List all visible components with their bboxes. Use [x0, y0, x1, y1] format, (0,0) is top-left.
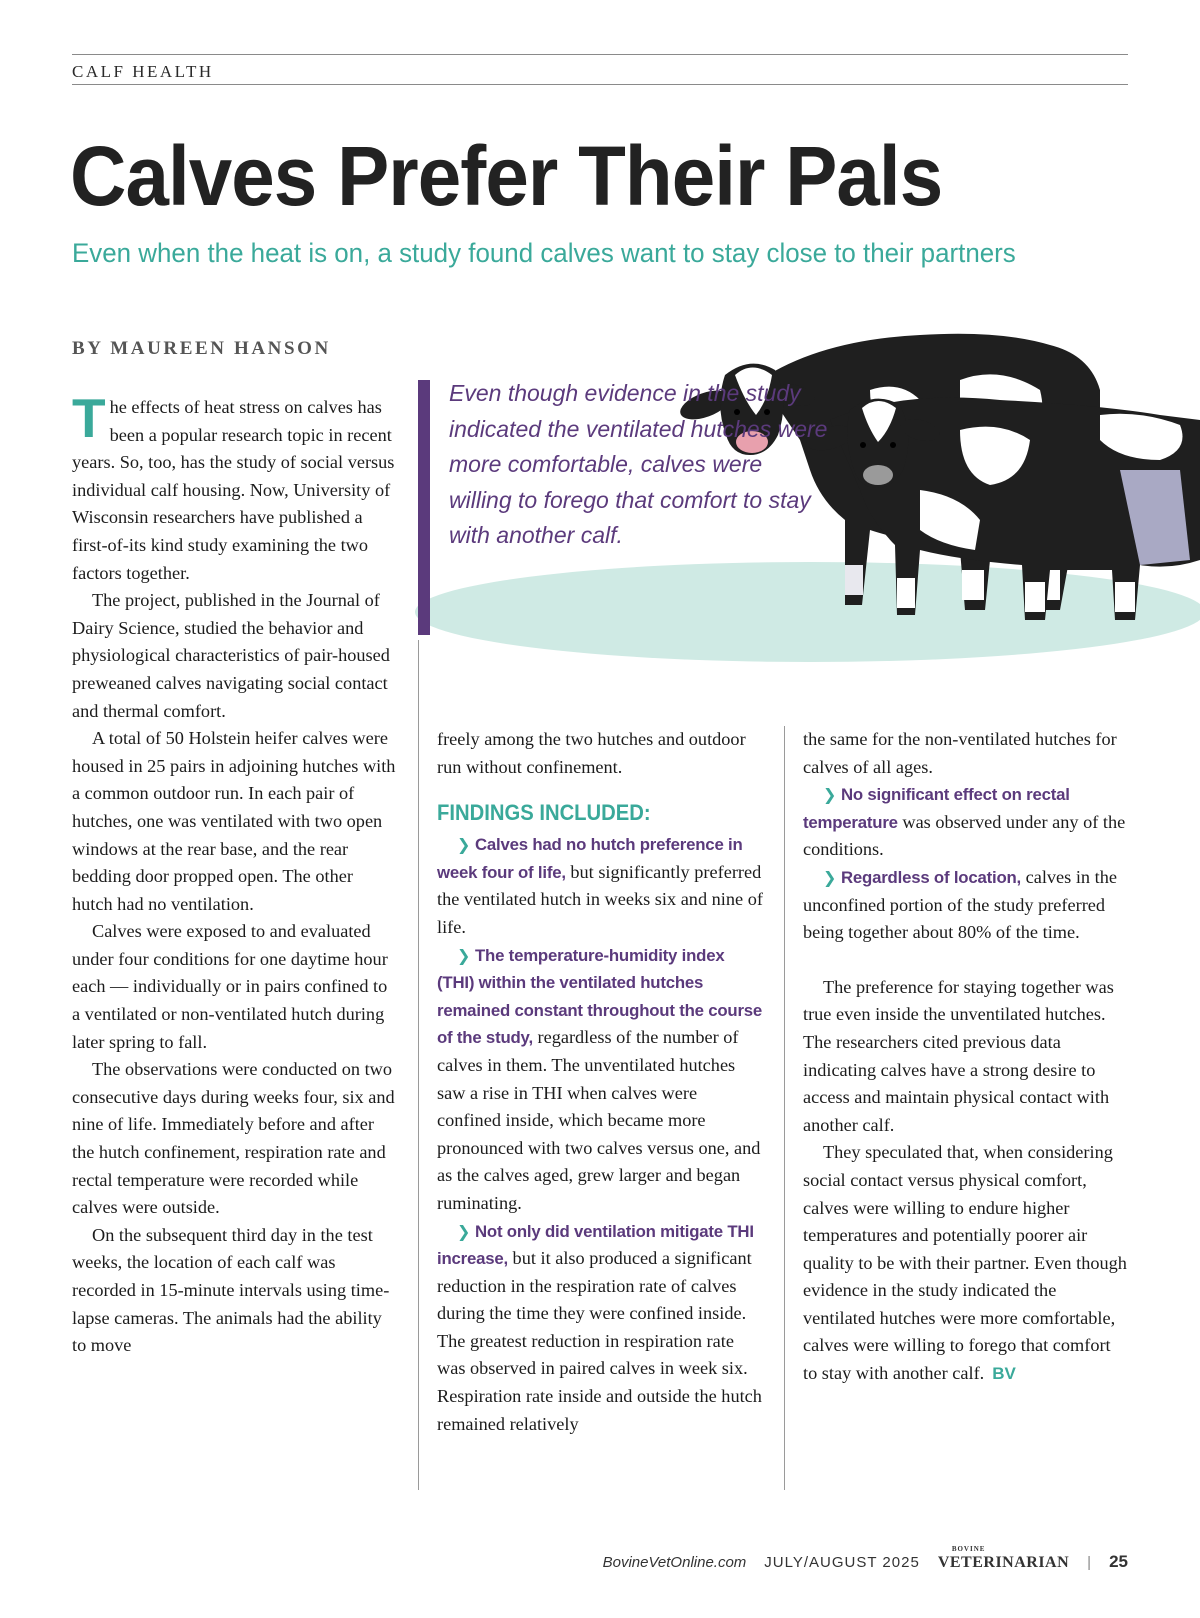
paragraph: freely among the two hutches and outdoor run without confinement. — [437, 729, 746, 777]
paragraph: The preference for staying together was true even inside the unventilated hutches. The researchers cited previous data indicating calves have a strong desire to access and maintain physical contact with another calf. — [803, 976, 1114, 1135]
headline: Calves Prefer Their Pals — [70, 129, 943, 223]
paragraph: Calves were exposed to and evaluated under four conditions for one daytime hour each — individually or in pairs confined to a ventilated or non-ventilated hutch during later spring to fall. — [72, 921, 388, 1052]
finding-item: ❯ The temperature-humidity index (THI) within the ventilated hutches remained constant throughout the course of the study, regardless of the number of calves in them. The unventilated hutches saw a rise in THI when calves were confined inside, which became more pronounced with two calves versus one, and as the calves aged, grew larger and began ruminating. — [437, 945, 763, 1213]
chevron-right-icon: ❯ — [823, 785, 837, 805]
column-divider-1 — [418, 640, 419, 1490]
paragraph: The project, published in the Journal of Dairy Science, studied the behavior and physiological characteristics of pair-housed preweaned calves navigating social contact and thermal comfort. — [72, 590, 390, 721]
paragraph: A total of 50 Holstein heifer calves were housed in 25 pairs in adjoining hutches with a common outdoor run. In each pair of hutches, one was ventilated with two open windows at the rear base, and the rear bedding door propped open. The other hutch had no ventilation. — [72, 728, 396, 914]
footer-website: BovineVetOnline.com — [602, 1554, 747, 1571]
paragraph: The observations were conducted on two consecutive days during weeks four, six and nine of life. Immediately before and after the hutch confinement, respiration rate and rectal temperature were recorded while calves were outside. — [72, 1059, 395, 1218]
paragraph: The effects of heat stress on calves has been a popular research topic in recent years. So, too, has the study of social versus individual calf housing. Now, University of Wisconsin researchers have published a first-of-its kind study examining the two factors together. — [72, 387, 395, 583]
pull-quote-bar — [418, 380, 430, 635]
chevron-right-icon: ❯ — [823, 867, 837, 887]
finding-item: ❯ Calves had no hutch preference in week four of life, but significantly preferred the ventilated hutch in weeks six and nine of life. — [437, 835, 763, 937]
finding-item: ❯ No significant effect on rectal temperature was observed under any of the conditions. — [803, 785, 1126, 860]
drop-cap: T — [72, 387, 106, 449]
article-column-2 — [437, 726, 763, 1438]
article-column-3 — [803, 726, 1129, 1388]
finding-item: ❯ Not only did ventilation mitigate THI increase, but it also produced a significant reduction in the respiration rate of calves during the time they were confined inside. The greatest reduction in respiration rate was observed in paired calves in week six. Respiration rate inside and outside the hutch remained relatively — [437, 1221, 762, 1434]
section-label: CALF HEALTH — [72, 62, 214, 81]
page-number: 25 — [1109, 1552, 1128, 1571]
footer-issue-date: JULY/AUGUST 2025 — [764, 1554, 920, 1571]
column-divider-2 — [784, 726, 785, 1490]
chevron-right-icon: ❯ — [457, 945, 471, 965]
footer-separator: | — [1087, 1554, 1092, 1571]
chevron-right-icon: ❯ — [457, 1221, 471, 1241]
header-rule — [72, 84, 1128, 85]
paragraph: the same for the non-ventilated hutches for calves of all ages. — [803, 729, 1117, 777]
page-footer — [602, 1545, 1128, 1572]
top-rule — [72, 54, 1128, 55]
paragraph: On the subsequent third day in the test weeks, the location of each calf was recorded in 15-minute intervals using time-lapse cameras. The animals had the ability to move — [72, 1224, 390, 1356]
finding-item: ❯ Regardless of location, calves in the unconfined portion of the study preferred being together about 80% of the time. — [803, 866, 1117, 943]
article-column-1 — [72, 387, 398, 1360]
subtitle: Even when the heat is on, a study found calves want to stay close to their partners — [72, 238, 1016, 268]
byline: BY MAUREEN HANSON — [72, 338, 331, 359]
paragraph: They speculated that, when considering social contact versus physical comfort, calves were willing to endure higher temperatures and potentially poorer air quality to be with their partner. Even though evidence in the study indicated the ventilated hutches were more comfortable, calves were willing to forego that comfort to stay with another calf. BV — [803, 1142, 1127, 1384]
end-mark: BV — [992, 1364, 1016, 1384]
pull-quote: Even though evidence in the study indicated the ventilated hutches were more comfortable, calves were willing to forego that comfort to stay with another calf. — [449, 380, 828, 549]
chevron-right-icon: ❯ — [457, 835, 471, 855]
ground-shadow — [415, 562, 1200, 662]
magazine-logo: BOVINE VETERINARIAN — [937, 1545, 1070, 1571]
findings-heading: FINDINGS INCLUDED: — [437, 800, 651, 826]
